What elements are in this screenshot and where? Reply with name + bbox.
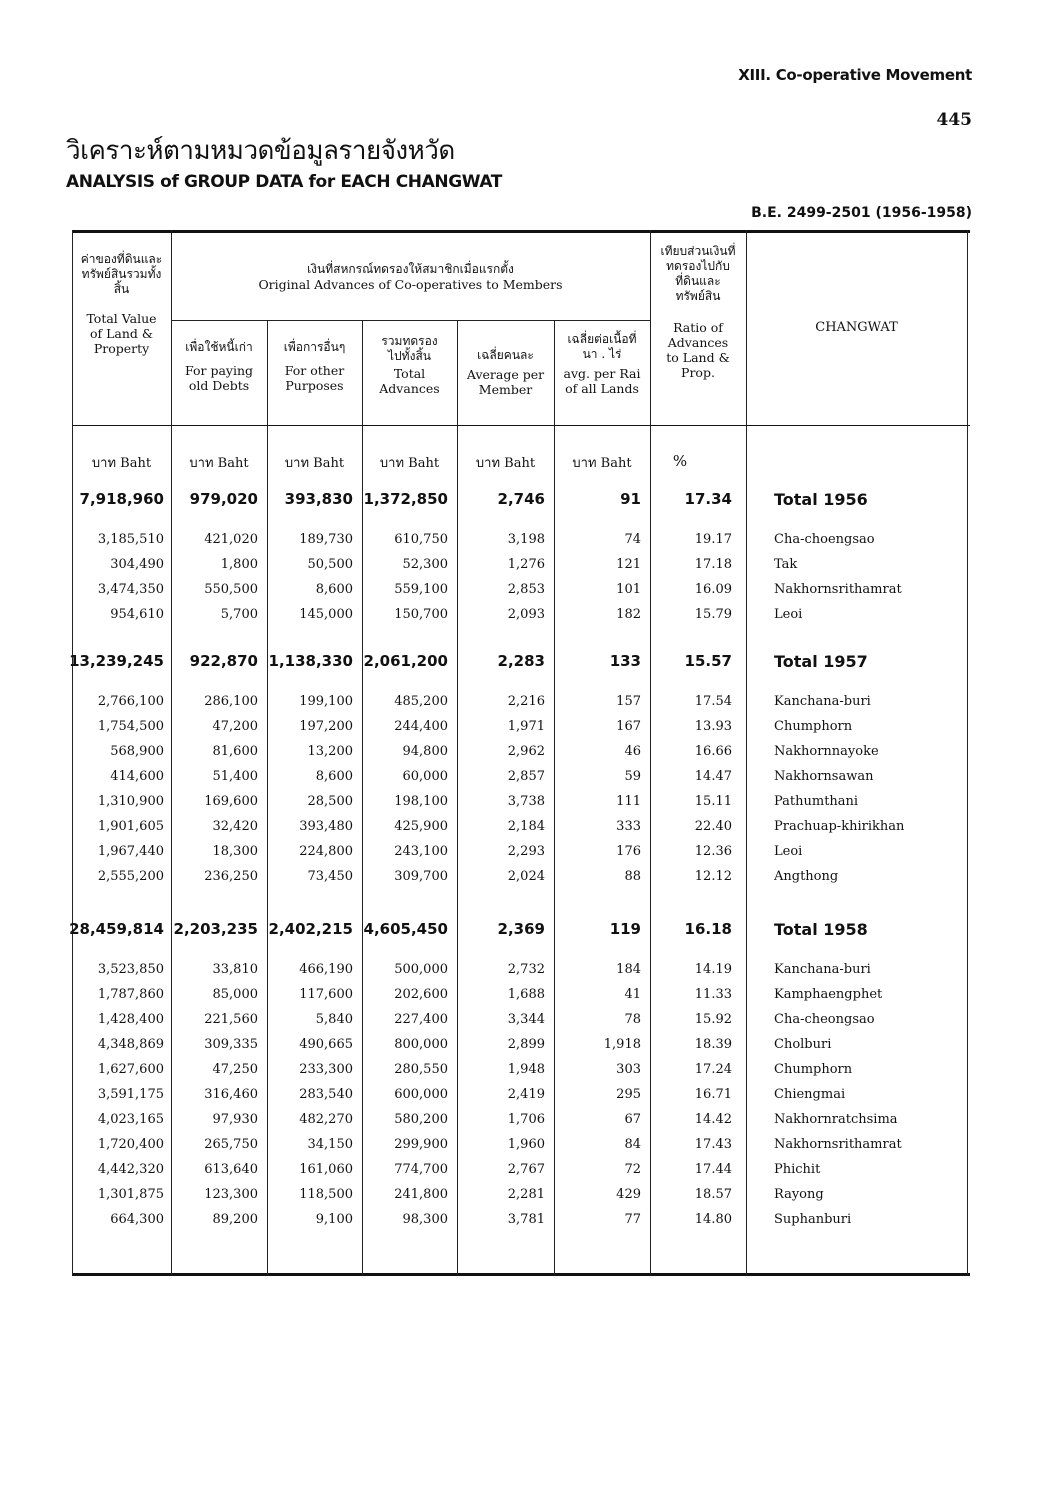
table-cell: 51,400 (212, 769, 258, 784)
header-ratio-en: Prop. (681, 365, 715, 380)
header-total-value-en: Property (93, 341, 150, 356)
changwat-name: Chiengmai (774, 1087, 846, 1102)
changwat-name: Total 1956 (774, 490, 868, 509)
changwat-name: Chumphorn (774, 1062, 853, 1077)
table-cell: 393,480 (299, 819, 353, 834)
header-total-advances (362, 334, 457, 396)
header-bottom-rule (72, 425, 970, 426)
table-row (72, 1187, 970, 1211)
total-row (69, 652, 970, 676)
changwat-name: Kanchana-buri (774, 962, 871, 977)
table-cell: 47,200 (212, 719, 258, 734)
changwat-name: Nakhornsrithamrat (774, 1137, 902, 1152)
table-cell: 50,500 (307, 557, 353, 572)
table-cell: 74 (624, 532, 641, 547)
table-cell: 28,459,814 (69, 920, 164, 938)
unit-label: บาท Baht (572, 456, 632, 471)
unit-label: บาท Baht (284, 456, 345, 471)
table-row (72, 607, 970, 631)
table-cell: 77 (624, 1212, 641, 1227)
table-cell: 4,442,320 (97, 1162, 164, 1177)
table-cell: 224,800 (299, 844, 353, 859)
table-cell: 922,870 (189, 652, 258, 670)
group-header-rule (171, 320, 650, 321)
table-cell: 1,960 (507, 1137, 545, 1152)
table-cell: 221,560 (204, 1012, 258, 1027)
table-cell: 1,706 (507, 1112, 545, 1127)
table-cell: 244,400 (394, 719, 448, 734)
table-cell: 613,640 (204, 1162, 258, 1177)
table-cell: 3,591,175 (97, 1087, 164, 1102)
table-cell: 119 (609, 920, 641, 938)
table-cell: 1,138,330 (268, 652, 353, 670)
table-cell: 954,610 (110, 607, 164, 622)
table-cell: 485,200 (394, 694, 448, 709)
table-cell: 101 (616, 582, 641, 597)
table-cell: 34,150 (307, 1137, 353, 1152)
table-cell: 1,428,400 (97, 1012, 164, 1027)
table-cell: 664,300 (110, 1212, 164, 1227)
table-cell: 176 (616, 844, 641, 859)
unit-label: บาท Baht (379, 456, 440, 471)
changwat-name: Kamphaengphet (774, 987, 883, 1002)
header-other-purposes-en: Purposes (285, 378, 344, 393)
table-cell: 94,800 (402, 744, 448, 759)
table-cell: 33,810 (212, 962, 258, 977)
table-cell: 41 (624, 987, 641, 1002)
table-cell: 2,369 (497, 920, 545, 938)
table-cell: 199,100 (299, 694, 353, 709)
header-total-value-th: ค่าของที่ดินและทรัพย์สินรวมทั้งสิ้น (80, 252, 163, 296)
table-cell: 309,700 (394, 869, 448, 884)
table-row (72, 1162, 970, 1186)
table-cell: 393,830 (284, 490, 353, 508)
table-cell: 500,000 (394, 962, 448, 977)
table-cell: 73,450 (307, 869, 353, 884)
table-cell: 1,310,900 (97, 794, 164, 809)
table-cell: 1,918 (603, 1037, 641, 1052)
table-cell: 1,787,860 (97, 987, 164, 1002)
changwat-name: Suphanburi (774, 1212, 852, 1227)
table-cell: 600,000 (394, 1087, 448, 1102)
header-changwat: CHANGWAT (815, 320, 898, 335)
table-cell: 91 (620, 490, 641, 508)
table-cell: 4,023,165 (97, 1112, 164, 1127)
changwat-name: Cholburi (774, 1037, 832, 1052)
table-cell: 3,738 (507, 794, 545, 809)
table-cell: 52,300 (402, 557, 448, 572)
table-cell: 482,270 (299, 1112, 353, 1127)
table-row (72, 794, 970, 818)
changwat-name: Nakhornratchsima (774, 1112, 898, 1127)
header-avg-member-th: เฉลี่ยคนละ (477, 348, 534, 362)
table-cell: 2,419 (507, 1087, 545, 1102)
table-cell: 13.93 (694, 719, 732, 734)
table-cell: 3,781 (507, 1212, 545, 1227)
table-cell: 16.09 (694, 582, 732, 597)
table-cell: 236,250 (204, 869, 258, 884)
header-ratio-en: Ratio of (673, 320, 723, 335)
header-other-purposes-en: For other (284, 363, 345, 378)
table-cell: 17.43 (694, 1137, 732, 1152)
header-avg-rai-en: of all Lands (565, 381, 639, 396)
header-ratio-en: to Land & (666, 350, 730, 365)
table-cell: 16.71 (694, 1087, 732, 1102)
table-cell: 283,540 (299, 1087, 353, 1102)
table-row (72, 1212, 970, 1236)
table-cell: 184 (616, 962, 641, 977)
table-cell: 150,700 (394, 607, 448, 622)
header-total-advances-th: รวมทดรองไปทั้งสิ้น (381, 334, 438, 363)
table-row (72, 1012, 970, 1036)
table-row (72, 1037, 970, 1061)
table-cell: 568,900 (110, 744, 164, 759)
table-cell: 15.79 (694, 607, 732, 622)
table-cell: 189,730 (299, 532, 353, 547)
table-cell: 2,899 (507, 1037, 545, 1052)
table-cell: 98,300 (402, 1212, 448, 1227)
header-paying-debts-en: For paying (184, 363, 254, 378)
changwat-name: Nakhornsawan (774, 769, 874, 784)
unit-label: % (672, 452, 688, 470)
table-cell: 299,900 (394, 1137, 448, 1152)
table-cell: 425,900 (394, 819, 448, 834)
table-cell: 14.19 (694, 962, 732, 977)
table-cell: 800,000 (394, 1037, 448, 1052)
table-row (72, 1137, 970, 1161)
table-cell: 2,402,215 (268, 920, 353, 938)
table-cell: 2,293 (507, 844, 545, 859)
table-row (72, 1112, 970, 1136)
table-cell: 167 (616, 719, 641, 734)
table-cell: 17.24 (694, 1062, 732, 1077)
header-other-purposes-th: เพื่อการอื่นๆ (283, 340, 346, 354)
table-cell: 2,732 (507, 962, 545, 977)
changwat-name: Cha-choengsao (774, 532, 875, 547)
table-cell: 265,750 (204, 1137, 258, 1152)
table-cell: 22.40 (694, 819, 732, 834)
header-other-purposes (267, 340, 362, 393)
table-cell: 46 (624, 744, 641, 759)
table-cell: 14.80 (694, 1212, 732, 1227)
table-cell: 17.34 (684, 490, 732, 508)
table-cell: 111 (616, 794, 641, 809)
header-total-value-en: Total Value (86, 311, 157, 326)
table-cell: 14.47 (694, 769, 732, 784)
table-cell: 197,200 (299, 719, 353, 734)
table-cell: 15.11 (694, 794, 732, 809)
units-row (72, 452, 970, 472)
table-cell: 60,000 (402, 769, 448, 784)
table-cell: 550,500 (204, 582, 258, 597)
table-cell: 123,300 (204, 1187, 258, 1202)
table-cell: 3,474,350 (97, 582, 164, 597)
header-ratio-en: Advances (667, 335, 729, 350)
page-title: ANALYSIS of GROUP DATA for EACH CHANGWAT (66, 172, 502, 192)
table-cell: 316,460 (204, 1087, 258, 1102)
table-row (72, 962, 970, 986)
table-cell: 429 (616, 1187, 641, 1202)
table-cell: 1,720,400 (97, 1137, 164, 1152)
table-cell: 72 (624, 1162, 641, 1177)
table-cell: 3,185,510 (97, 532, 164, 547)
table-cell: 304,490 (110, 557, 164, 572)
changwat-name: Tak (774, 557, 798, 572)
header-avg-rai-th: เฉลี่ยต่อเนื้อที่นา . ไร่ (567, 332, 637, 361)
table-cell: 157 (616, 694, 641, 709)
table-row (72, 719, 970, 743)
table-cell: 490,665 (299, 1037, 353, 1052)
table-cell: 5,700 (220, 607, 258, 622)
table-cell: 2,857 (507, 769, 545, 784)
header-avg-member-en: Average per (466, 367, 545, 382)
table-cell: 241,800 (394, 1187, 448, 1202)
table-cell: 2,962 (507, 744, 545, 759)
table-bottom-rule (72, 1273, 970, 1276)
table-row (72, 532, 970, 556)
table-cell: 13,200 (307, 744, 353, 759)
table-cell: 580,200 (394, 1112, 448, 1127)
table-cell: 286,100 (204, 694, 258, 709)
table-cell: 3,344 (507, 1012, 545, 1027)
table-cell: 78 (624, 1012, 641, 1027)
table-cell: 16.66 (694, 744, 732, 759)
table-cell: 81,600 (212, 744, 258, 759)
table-cell: 8,600 (315, 769, 353, 784)
table-cell: 121 (616, 557, 641, 572)
unit-label: บาท Baht (91, 456, 152, 471)
table-cell: 1,372,850 (363, 490, 448, 508)
table-row (72, 744, 970, 768)
changwat-name: Chumphorn (774, 719, 853, 734)
table-cell: 12.12 (694, 869, 732, 884)
table-cell: 559,100 (394, 582, 448, 597)
table-cell: 97,930 (212, 1112, 258, 1127)
table-cell: 309,335 (204, 1037, 258, 1052)
table-cell: 2,281 (507, 1187, 545, 1202)
table-cell: 1,971 (507, 719, 545, 734)
table-cell: 28,500 (307, 794, 353, 809)
table-cell: 2,766,100 (97, 694, 164, 709)
header-ratio-th: เทียบส่วนเงินที่ทดรองไปกับที่ดินและทรัพย์สิน (660, 244, 736, 303)
table-cell: 2,746 (497, 490, 545, 508)
total-row (69, 920, 970, 944)
header-total-value (72, 252, 171, 356)
table-cell: 145,000 (299, 607, 353, 622)
table-cell: 414,600 (110, 769, 164, 784)
table-row (72, 987, 970, 1011)
table-cell: 1,967,440 (97, 844, 164, 859)
table-cell: 85,000 (212, 987, 258, 1002)
table-cell: 17.54 (694, 694, 732, 709)
table-cell: 117,600 (299, 987, 353, 1002)
header-advances-group (171, 262, 650, 292)
changwat-name: Nakhornnayoke (774, 744, 879, 759)
header-avg-member-en: Member (478, 382, 533, 397)
table-cell: 202,600 (394, 987, 448, 1002)
changwat-name: Angthong (774, 869, 839, 884)
table-cell: 295 (616, 1087, 641, 1102)
table-row (72, 819, 970, 843)
changwat-name: Total 1958 (774, 920, 868, 939)
changwat-name: Prachuap-khirikhan (774, 819, 905, 834)
changwat-name: Leoi (774, 844, 803, 859)
table-cell: 243,100 (394, 844, 448, 859)
header-avg-rai (554, 332, 650, 396)
table-cell: 67 (624, 1112, 641, 1127)
table-cell: 466,190 (299, 962, 353, 977)
table-cell: 1,627,600 (97, 1062, 164, 1077)
table-cell: 169,600 (204, 794, 258, 809)
table-cell: 16.18 (684, 920, 732, 938)
unit-label: บาท Baht (189, 456, 249, 471)
table-cell: 182 (616, 607, 641, 622)
page-number: 445 (936, 110, 972, 130)
table-cell: 84 (624, 1137, 641, 1152)
changwat-name: Total 1957 (774, 652, 868, 671)
changwat-name: Phichit (774, 1162, 821, 1177)
table-cell: 11.33 (694, 987, 732, 1002)
header-avg-member (457, 348, 554, 397)
table-row (72, 557, 970, 581)
table-cell: 15.57 (684, 652, 732, 670)
table-cell: 13,239,245 (69, 652, 164, 670)
header-paying-debts (171, 340, 267, 393)
table-cell: 88 (624, 869, 641, 884)
table-cell: 1,276 (507, 557, 545, 572)
table-row (72, 582, 970, 606)
table-cell: 303 (616, 1062, 641, 1077)
unit-label: บาท Baht (475, 456, 536, 471)
table-row (72, 1087, 970, 1111)
header-ratio (650, 244, 746, 380)
table-cell: 133 (609, 652, 641, 670)
header-paying-debts-th: เพื่อใช้หนี้เก่า (185, 340, 253, 354)
table-cell: 2,184 (507, 819, 545, 834)
table-cell: 4,348,869 (97, 1037, 164, 1052)
header-advances-group-en: Original Advances of Co-operatives to Members (258, 277, 563, 292)
table-row (72, 869, 970, 893)
changwat-name: Cha-cheongsao (774, 1012, 875, 1027)
table-cell: 2,853 (507, 582, 545, 597)
header-advances-group-th: เงินที่สหกรณ์ทดรองให้สมาชิกเมื่อแรกตั้ง (307, 262, 514, 276)
changwat-name: Kanchana-buri (774, 694, 871, 709)
changwat-name: Leoi (774, 607, 803, 622)
table-cell: 280,550 (394, 1062, 448, 1077)
table-cell: 1,688 (507, 987, 545, 1002)
table-cell: 9,100 (315, 1212, 353, 1227)
table-cell: 2,216 (507, 694, 545, 709)
table-cell: 15.92 (694, 1012, 732, 1027)
table-cell: 1,901,605 (97, 819, 164, 834)
table-cell: 2,283 (497, 652, 545, 670)
table-cell: 233,300 (299, 1062, 353, 1077)
table-cell: 421,020 (204, 532, 258, 547)
table-cell: 3,523,850 (97, 962, 164, 977)
table-cell: 8,600 (315, 582, 353, 597)
table-cell: 14.42 (694, 1112, 732, 1127)
table-row (72, 769, 970, 793)
table-cell: 17.44 (694, 1162, 732, 1177)
header-paying-debts-en: old Debts (188, 378, 250, 393)
table-cell: 118,500 (299, 1187, 353, 1202)
table-cell: 2,555,200 (97, 869, 164, 884)
table-cell: 2,024 (507, 869, 545, 884)
table-cell: 2,767 (507, 1162, 545, 1177)
table-cell: 5,840 (315, 1012, 353, 1027)
table-cell: 4,605,450 (363, 920, 448, 938)
table-cell: 2,093 (507, 607, 545, 622)
table-cell: 2,061,200 (363, 652, 448, 670)
page-title-thai: วิเคราะห์ตามหมวดข้อมูลรายจังหวัด (66, 136, 455, 166)
table-cell: 1,301,875 (97, 1187, 164, 1202)
section-header: XIII. Co-operative Movement (738, 66, 972, 84)
table-cell: 333 (616, 819, 641, 834)
table-cell: 18.57 (694, 1187, 732, 1202)
table-cell: 17.18 (694, 557, 732, 572)
total-row (72, 490, 970, 514)
table-cell: 19.17 (694, 532, 732, 547)
table-cell: 18,300 (212, 844, 258, 859)
table-cell: 161,060 (299, 1162, 353, 1177)
table-top-rule (72, 230, 970, 233)
header-total-advances-en: Total (393, 366, 426, 381)
changwat-name: Pathumthani (774, 794, 859, 809)
table-cell: 3,198 (507, 532, 545, 547)
table-row (72, 844, 970, 868)
table-cell: 227,400 (394, 1012, 448, 1027)
changwat-name: Rayong (774, 1187, 824, 1202)
table-cell: 1,800 (220, 557, 258, 572)
table-cell: 7,918,960 (79, 490, 164, 508)
header-total-advances-en: Advances (379, 381, 440, 396)
table-cell: 2,203,235 (173, 920, 258, 938)
table-cell: 979,020 (189, 490, 258, 508)
data-table (69, 230, 970, 1276)
table-cell: 18.39 (694, 1037, 732, 1052)
table-cell: 89,200 (212, 1212, 258, 1227)
table-cell: 47,250 (212, 1062, 258, 1077)
table-cell: 774,700 (394, 1162, 448, 1177)
header-total-value-en: of Land & (89, 326, 154, 341)
table-cell: 610,750 (394, 532, 448, 547)
table-row (72, 1062, 970, 1086)
table-cell: 198,100 (394, 794, 448, 809)
table-cell: 1,754,500 (97, 719, 164, 734)
table-cell: 1,948 (507, 1062, 545, 1077)
table-cell: 59 (624, 769, 641, 784)
table-cell: 12.36 (694, 844, 732, 859)
changwat-name: Nakhornsrithamrat (774, 582, 902, 597)
period-label: B.E. 2499-2501 (1956-1958) (751, 205, 972, 221)
header-avg-rai-en: avg. per Rai (563, 366, 641, 381)
table-row (72, 694, 970, 718)
table-cell: 32,420 (212, 819, 258, 834)
